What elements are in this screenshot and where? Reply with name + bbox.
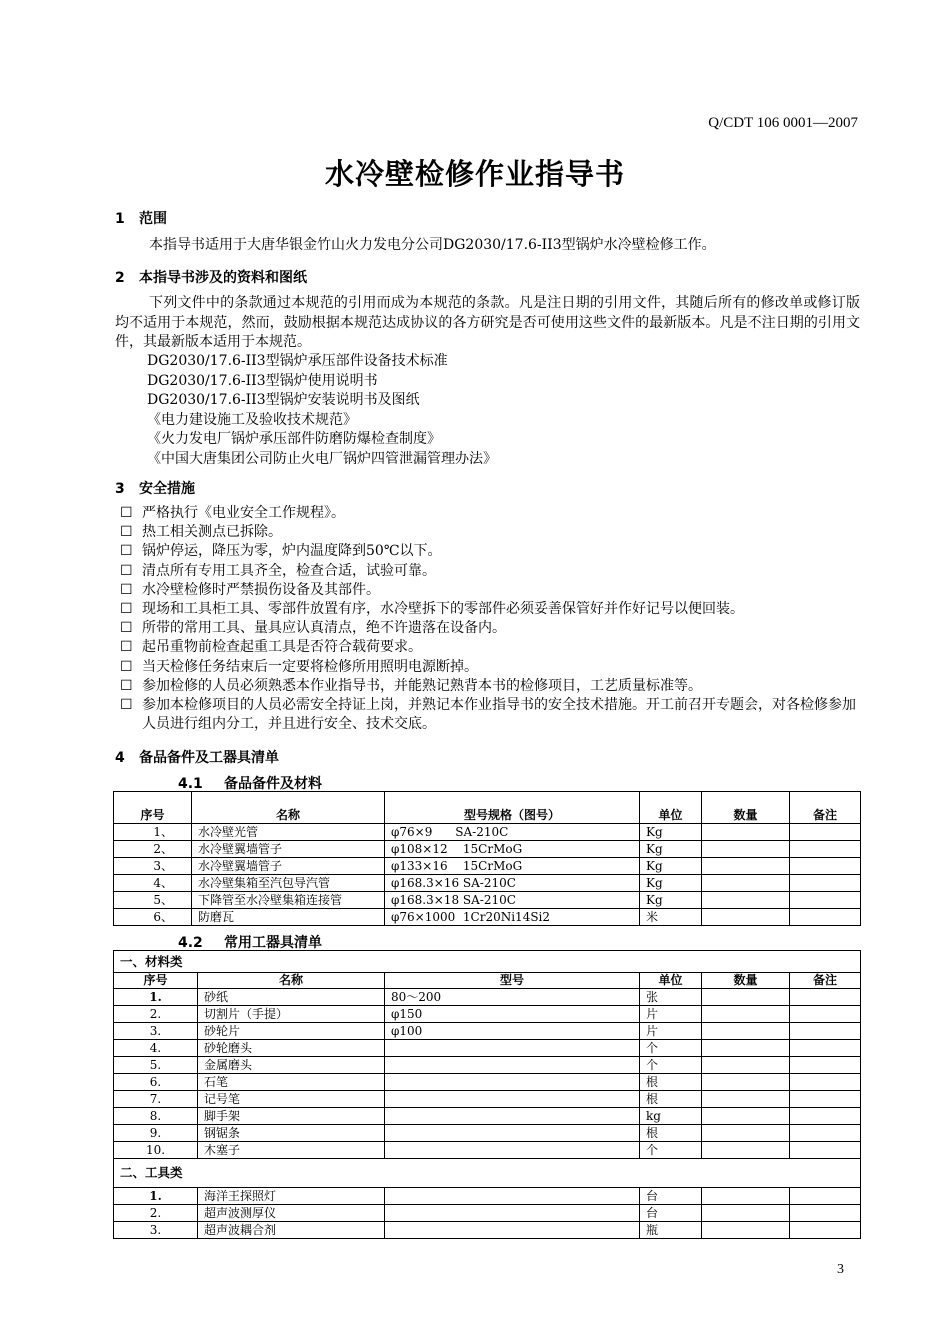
section-number: 3 — [115, 481, 125, 497]
section-number: 2 — [115, 270, 125, 286]
table-row: 3. 超声波耦合剂 瓶 — [114, 1222, 861, 1239]
safety-checklist — [120, 504, 862, 734]
checklist-item: ☐ 参加本检修项目的人员必需安全持证上岗，并熟记本作业指导书的安全技术措施。开工前召开专题会，对各检修参加人员进行组内分工，并且进行安全、技术交底。 — [120, 696, 862, 734]
column-header: 备注 — [790, 808, 861, 824]
checklist-item: ☐ 起吊重物前检查起重工具是否符合载荷要求。 — [120, 638, 862, 657]
section-title: 范围 — [139, 211, 167, 227]
table-row: 4、 水冷壁集箱至汽包导汽管 φ168.3×16 SA-210C Kg — [114, 875, 861, 892]
table-row: 5. 金属磨头 个 — [114, 1057, 861, 1074]
page-number: 3 — [837, 1262, 844, 1277]
checklist-item: ☐ 当天检修任务结束后一定要将检修所用照明电源断掉。 — [120, 658, 862, 677]
table-row: 1. 海洋王探照灯 台 — [114, 1188, 861, 1205]
reference-item: 《火力发电厂锅炉承压部件防磨防爆检查制度》 — [147, 431, 441, 447]
checkbox-icon[interactable]: ☐ — [120, 639, 133, 656]
checkbox-icon[interactable]: ☐ — [120, 620, 133, 637]
reference-item: DG2030/17.6-II3型锅炉安装说明书及图纸 — [147, 392, 420, 408]
checkbox-icon[interactable]: ☐ — [120, 505, 133, 521]
checkbox-icon[interactable]: ☐ — [120, 601, 133, 618]
category-row: 二、工具类 — [114, 1159, 861, 1188]
table-row: 6. 石笔 根 — [114, 1074, 861, 1091]
checkbox-icon[interactable]: ☐ — [120, 543, 133, 560]
section-2-text: 下列文件中的条款通过本规范的引用而成为本规范的条款。凡是注日期的引用文件，其随后所有的修改单或修订版均不适用于本规范，然而，鼓励根据本规范达成协议的各方研究是否可使用这些文件的最新版本。凡是不注日期的引用文件，其最新版本适用于本规范。 — [115, 295, 860, 350]
table-row: 2. 超声波测厚仪 台 — [114, 1205, 861, 1222]
section-3-heading — [115, 478, 195, 498]
reference-list — [147, 352, 497, 469]
checkbox-icon[interactable]: ☐ — [120, 658, 133, 675]
section-number: 4 — [115, 750, 125, 766]
table-header-row — [114, 808, 861, 824]
reference-item: DG2030/17.6-II3型锅炉承压部件设备技术标准 — [147, 353, 448, 369]
section-4-heading — [115, 747, 279, 767]
column-header: 备注 — [790, 973, 861, 989]
table-row: 2. 切割片（手提） φ150 片 — [114, 1006, 861, 1023]
column-header: 序号 — [114, 973, 198, 989]
table-row: 5、 下降管至水冷壁集箱连接管 φ168.3×18 SA-210C Kg — [114, 892, 861, 909]
checkbox-icon[interactable]: ☐ — [120, 697, 133, 714]
checklist-item: ☐ 所带的常用工具、量具应认真清点，绝不许遗落在设备内。 — [120, 619, 862, 638]
reference-item: DG2030/17.6-II3型锅炉使用说明书 — [147, 372, 378, 389]
column-header: 型号 — [385, 973, 640, 989]
checkbox-icon[interactable]: ☐ — [120, 581, 133, 598]
section-1-text: 本指导书适用于大唐华银金竹山火力发电分公司DG2030/17.6-II3型锅炉水冷壁检修工作。 — [149, 237, 716, 253]
column-header: 单位 — [640, 808, 702, 824]
subsection-4-1-heading: 4.1 备品备件及材料 — [178, 776, 322, 792]
table-header-row — [114, 973, 861, 989]
section-title: 本指导书涉及的资料和图纸 — [139, 270, 307, 286]
reference-item: 《中国大唐集团公司防止火电厂锅炉四管泄漏管理办法》 — [147, 450, 497, 467]
section-title: 备品备件及工器具清单 — [139, 750, 279, 766]
checklist-item: ☐ 清点所有专用工具齐全，检查合适，试验可靠。 — [120, 562, 862, 581]
table-row: 7. 记号笔 根 — [114, 1091, 861, 1108]
column-header: 名称 — [192, 808, 385, 824]
checklist-item: ☐ 严格执行《电业安全工作规程》。 — [120, 504, 862, 523]
column-header: 型号规格（图号） — [385, 808, 640, 824]
column-header: 名称 — [198, 973, 385, 989]
column-header: 单位 — [640, 973, 702, 989]
table-row: 6、 防磨瓦 φ76×1000 1Cr20Ni14Si2 米 — [114, 909, 861, 926]
checklist-item: ☐ 现场和工具柜工具、零部件放置有序，水冷壁拆下的零部件必须妥善保管好并作好记号以便回装。 — [120, 600, 862, 619]
reference-item: 《电力建设施工及验收技术规范》 — [147, 411, 357, 428]
section-1-heading — [115, 208, 167, 228]
table-row: 4. 砂轮磨头 个 — [114, 1040, 861, 1057]
checklist-item: ☐ 水冷壁检修时严禁损伤设备及其部件。 — [120, 581, 862, 600]
document-title: 水冷壁检修作业指导书 — [324, 157, 625, 191]
table-row: 3、 水冷壁翼墙管子 φ133×16 15CrMoG Kg — [114, 858, 861, 875]
table-row: 3. 砂轮片 φ100 片 — [114, 1023, 861, 1040]
checklist-item: ☐ 参加检修的人员必须熟悉本作业指导书，并能熟记熟背本书的检修项目，工艺质量标准等。 — [120, 677, 862, 696]
checklist-item: ☐ 热工相关测点已拆除。 — [120, 523, 862, 542]
table-row: 1、 水冷壁光管 φ76×9 SA-210C Kg — [114, 824, 861, 841]
table-row: 1. 砂纸 80～200 张 — [114, 989, 861, 1006]
checkbox-icon[interactable]: ☐ — [120, 524, 133, 541]
checklist-item: ☐ 锅炉停运，降压为零，炉内温度降到50℃以下。 — [120, 542, 862, 561]
tools-table — [113, 950, 861, 1239]
table-row: 9. 钢锯条 根 — [114, 1125, 861, 1142]
subsection-4-2-heading: 4.2 常用工器具清单 — [178, 935, 322, 951]
column-header: 数量 — [702, 808, 790, 824]
section-title: 安全措施 — [139, 481, 195, 497]
checkbox-icon[interactable]: ☐ — [120, 562, 133, 579]
section-number: 1 — [115, 211, 125, 227]
table-row: 10. 木塞子 个 — [114, 1142, 861, 1159]
checkbox-icon[interactable]: ☐ — [120, 677, 133, 694]
column-header: 序号 — [114, 808, 192, 824]
section-2-heading — [115, 267, 307, 287]
table-row: 2、 水冷壁翼墙管子 φ108×12 15CrMoG Kg — [114, 841, 861, 858]
spare-parts-table — [113, 791, 861, 926]
category-row: 一、材料类 — [114, 951, 861, 973]
column-header: 数量 — [702, 973, 790, 989]
document-code: Q/CDT 106 0001—2007 — [708, 115, 858, 131]
table-row: 8. 脚手架 kg — [114, 1108, 861, 1125]
